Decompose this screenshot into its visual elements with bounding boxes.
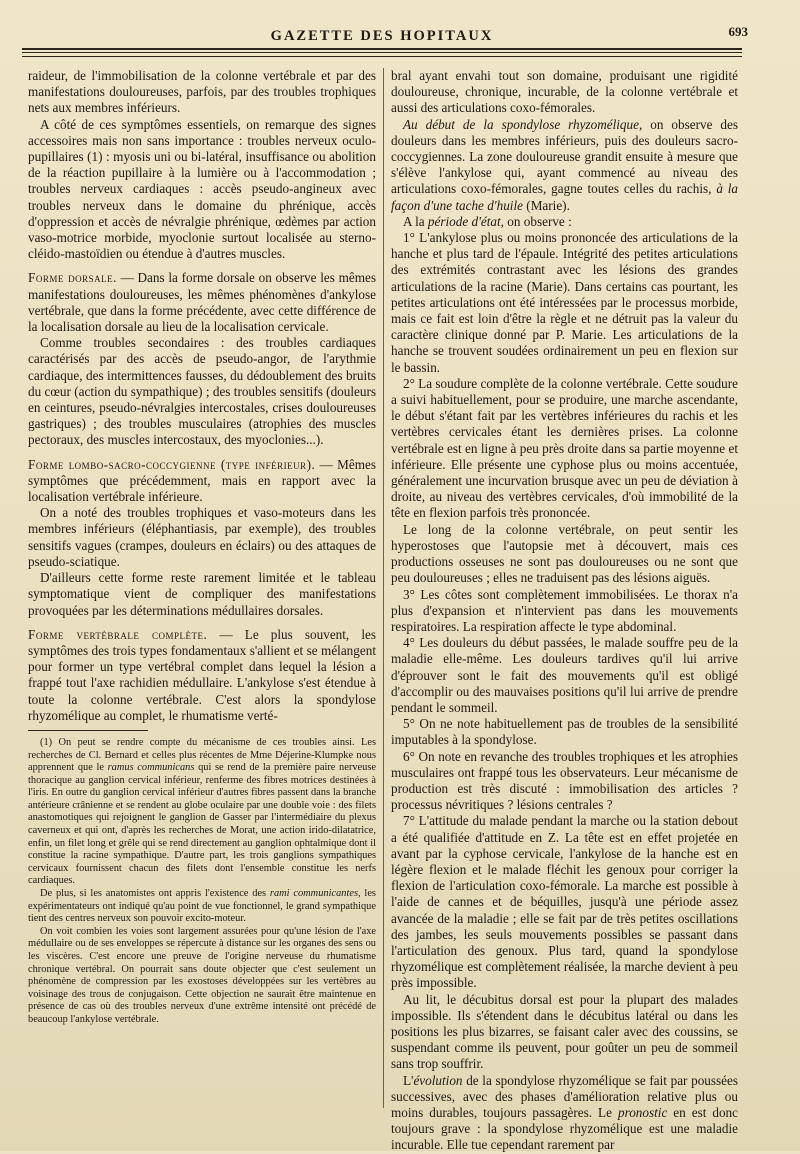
paragraph: 1° L'ankylose plus ou moins prononcée des articulations de la hanche et plus tard de l'épaule. Intégrité des petites articulations des extrémités contrastant avec les lésions des grandes articulations de la racine (Marie). Dans certains cas pourtant, les petites articulations ont été intéressées par le processus morbide, mais ce fait est loin d'être la règle et ne détruit pas la valeur du caractère clinique donné par P. Marie. Les articulations de la hanche se trouvent soudées ordinairement un peu en flexion sur le bassin. xyxy=(391,230,738,375)
header-rule xyxy=(22,48,742,50)
footnote-paragraph: On voit combien les voies sont largement assurées pour qu'une lésion de l'axe médullaire ou de ses enveloppes se répercute à distance sur les organes des sens ou les viscères. C'est encore une preuve de l'origine nerveuse du rhumatisme chronique vertébral. On pourrait sans doute objecter que c'est seulement un phénomène de compression par les exostoses développées sur les vertèbres au voisinage des trous de conjugaison. Cette objection ne saurait être maintenue en présence de cas où des troubles nerveux d'une extrême intensité ont précédé de beaucoup l'ankylose vertébrale. xyxy=(28,925,376,1025)
italic-text: évolution xyxy=(413,1072,463,1088)
paragraph: 3° Les côtes sont complètement immobilisées. Le thorax n'a plus d'expansion et n'intervient pas dans les mouvements respiratoires. La respiration affecte le type abdominal. xyxy=(391,586,738,634)
paragraph: D'ailleurs cette forme reste rarement limitée et le tableau symptomatique vient de compliquer des manifestations provoquées par les déterminations médullaires dorsales. xyxy=(28,570,376,618)
paragraph xyxy=(391,1073,738,1154)
section-heading: Forme lombo-sacro-coccygienne (type inférieur). xyxy=(28,456,316,472)
text: (Marie). xyxy=(523,197,570,213)
section-heading: Forme dorsale. xyxy=(28,270,117,286)
text: en est donc toujours grave : la spondylose rhyzomélique est une maladie incurable. Elle tue cependant rarement par xyxy=(391,1105,738,1153)
paragraph xyxy=(391,117,738,214)
masthead xyxy=(22,18,748,68)
text: de la spondylose rhyzomélique se fait par poussées successives, avec des phases d'amélioration relative plus ou moins durables, toujours passagères. Le xyxy=(391,1072,738,1120)
section-complete xyxy=(28,627,376,724)
text: on observe : xyxy=(503,213,572,229)
paragraph: 4° Les douleurs du début passées, le malade souffre peu de la maladie elle-même. Les douleurs tardives qu'il lui arrive d'éprouver sont le fait des mouvements qu'il est obligé d'accomplir ou des mauvaises positions qu'il lui arrive de prendre pendant le sommeil. xyxy=(391,635,738,715)
paragraph: 5° On ne note habituellement pas de troubles de la sensibilité imputables à la spondylose. xyxy=(391,716,738,748)
footnote xyxy=(28,737,376,1027)
italic-text: période d'état, xyxy=(427,213,504,229)
right-column xyxy=(391,68,739,1153)
section-lombo xyxy=(28,457,376,506)
italic-text: pronostic xyxy=(617,1105,668,1120)
section-heading: Forme vertébrale complète. xyxy=(28,626,208,642)
paragraph: Le long de la colonne vertébrale, on peut sentir les hyperostoses que l'autopsie met à découvert, mais ces productions osseuses ne sont pas douloureuses ou ne sont que peu douloureuses ; elles ne traduisent pas des lésions aiguës. xyxy=(391,521,738,586)
section-text: — Mêmes symptômes que précédemment, mais en rapport avec la localisation vertébrale inférieure. xyxy=(28,456,376,505)
paragraph: 2° La soudure complète de la colonne vertébrale. Cette soudure a suivi habituellement, pour se produire, une marche ascendante, le début s'étant fait par les vertèbres inférieures du rachis et les vertèbres cervicales étant les dernières prises. La colonne vertébrale est en ligne à peu près droite dans sa partie moyenne et inférieure. Elle présente une cyphose plus ou moins accentuée, généralement une incurvation brusque avec un peu de déviation à droite, au niveau des vertèbres cervicales, d'où immobilité de la tête en flexion parfois très prononcée. xyxy=(391,375,738,521)
footnote-text: (1) On peut se rendre compte du mécanisme de ces troubles ainsi. Les recherches de Cl. Bernard et celles plus récentes de Mme Déjerine-Klumpke nous apprennent que le xyxy=(28,736,376,774)
left-column xyxy=(28,68,376,1128)
section-text: — Le plus souvent, les symptômes des trois types fondamentaux s'allient et se mélangent pour former un type vertébral complet dans lequel la lésion a frappé tout l'axe rachidien médullaire. L'ankylose s'est étendue à toute la colonne vertébrale. C'est alors la spondylose rhyzomélique au complet, le rhumatisme verté- xyxy=(28,626,376,723)
section-dorsale xyxy=(28,270,376,335)
page-number: 693 xyxy=(728,24,748,39)
footnote-paragraph xyxy=(28,737,376,888)
column-divider xyxy=(383,68,384,1108)
paragraph: Comme troubles secondaires : des troubles cardiaques caractérisés par des accès de pseudo-angor, de l'arythmie cardiaque, des intermittences fausses, du dédoublement des bruits du cœur (action du sympathique) ; des troubles sensitifs (douleurs en ceintures, pseudo-névralgies intercostales, crises douloureuses gastriques) ; des troubles musculaires (atrophies des muscles pectoraux, des muscles intercostaux, des myoclonies...). xyxy=(28,335,376,448)
text: L' xyxy=(403,1072,414,1088)
header-rule xyxy=(22,52,742,53)
text: on observe des douleurs dans les membres inférieurs, puis des douleurs sacro-coccygiennes. La zone douloureuse grandit ensuite à mesure que s'élève l'ankylose qui, ayant commencé au niveau des articulations coxo-fémorales, gagne toutes celles du rachis, xyxy=(391,116,739,197)
footnote-rule xyxy=(28,730,148,731)
journal-title: GAZETTE DES HOPITAUX xyxy=(270,28,494,44)
paragraph: On a noté des troubles trophiques et vaso-moteurs dans les membres inférieurs (éléphantiasis, par exemple), des troubles sensitifs vagues (crampes, douleurs en éclairs) ou des attaques de pseudo-sciatique. xyxy=(28,505,376,569)
paragraph xyxy=(391,214,738,230)
paragraph: Au lit, le décubitus dorsal est pour la plupart des malades impossible. Ils s'étendent dans le décubitus latéral ou dans les positions les plus bizarres, se faisant caler avec des coussins, se suspendant comme ils peuvent, pour goûter un peu de sommeil sans trop souffrir. xyxy=(391,991,738,1072)
paragraph: 7° L'attitude du malade pendant la marche ou la station debout a été qualifiée d'attitude en Z. La tête est en effet projetée en avant par la cyphose cervicale, l'ankylose de la hanche est en légère flexion et le malade fléchit les genoux pour corriger la flexion de l'articulation coxo-fémorale. La marche est possible à l'aide de cannes et de béquilles, jusqu'à une période assez avancée de la maladie ; elle se fait par de très petites oscillations des jambes, les seuls mouvements possibles se passant dans l'articulation des genoux. Plus tard, quand la spondylose rhyzomélique est complètement réalisée, la marche devient à peu près impossible. xyxy=(391,813,738,991)
footnote-paragraph xyxy=(28,888,376,926)
footnote-text: , les expérimentateurs ont indiqué qu'au point de vue fonctionnel, le grand sympathique tient des centres nerveux son pouvoir excito-moteur. xyxy=(28,888,376,925)
paragraph: bral ayant envahi tout son domaine, produisant une rigidité douloureuse, chronique, incurable, de la colonne vertébrale et aussi des articulations coxo-fémorales. xyxy=(391,68,738,116)
paragraph: A côté de ces symptômes essentiels, on remarque des signes accessoires mais non sans importance : troubles nerveux oculo-pupillaires (1) : myosis uni ou bi-latéral, insuffisance ou abolition de la réaction pupillaire à la lumière ou à l'accommodation ; troubles nerveux cardiaques : accès pseudo-angineux avec troubles nerveux dans le domaine du phrénique, accès d'oppression et accès de névralgie phrénique, œdèmes par action vaso-motrice morbide, myoclonie surtout localisée au sterno-cléido-mastoïdien ou étendue à d'autres muscles. xyxy=(28,116,376,262)
header-rule xyxy=(22,56,742,57)
text: A la xyxy=(403,213,428,229)
italic-text: Au début de la spondylose rhyzomélique, xyxy=(403,116,643,132)
italic-text: à la façon d'une tache d'huile xyxy=(391,181,738,213)
footnote-italic: rami communicantes xyxy=(269,888,359,900)
footnote-italic: ramus communicans xyxy=(107,762,195,774)
section-text: — Dans la forme dorsale on observe les mêmes manifestations douloureuses, les mêmes phénomènes d'ankylose vertébrale, que dans la forme précédente, avec cette différence de la localisation dorsale au lieu de la localisation cervicale. xyxy=(28,270,376,335)
footnote-text: De plus, si les anatomistes ont appris l'existence des xyxy=(40,888,270,900)
footnote-text: qui se rend de la première paire nerveuse thoracique au ganglion cervical inférieur, renferme des fibres motrices destinées à l'iris. En outre du ganglion cervical inférieur d'autres fibres passent dans la branche antérieure crânienne et se rendent au globe oculaire par une double voie : des filets anastomotiques qui rejoignent le ganglion de Gasser par l'intermédiaire du plexus caverneux et qui ont, d'après les recherches de Morat, une action irido-dilatatrice, enfin, un filet long et grêle qui se rend directement au ganglion ophtalmique dont il constitue la racine sympathique. D'autre part, les trois ganglions sympathiques cervicaux fournissent chacun des filets dont l'ensemble constitue les nerfs cardiaques. xyxy=(28,762,376,887)
paragraph: raideur, de l'immobilisation de la colonne vertébrale et par des manifestations douloureuses, parfois, par des troubles trophiques nets aux membres inférieurs. xyxy=(28,68,376,116)
paragraph: 6° On note en revanche des troubles trophiques et les atrophies musculaires ont frappé tous les observateurs. Leur mécanisme de production est très discuté : immobilisation des articles ? processus névritiques ? lésions centrales ? xyxy=(391,748,738,813)
